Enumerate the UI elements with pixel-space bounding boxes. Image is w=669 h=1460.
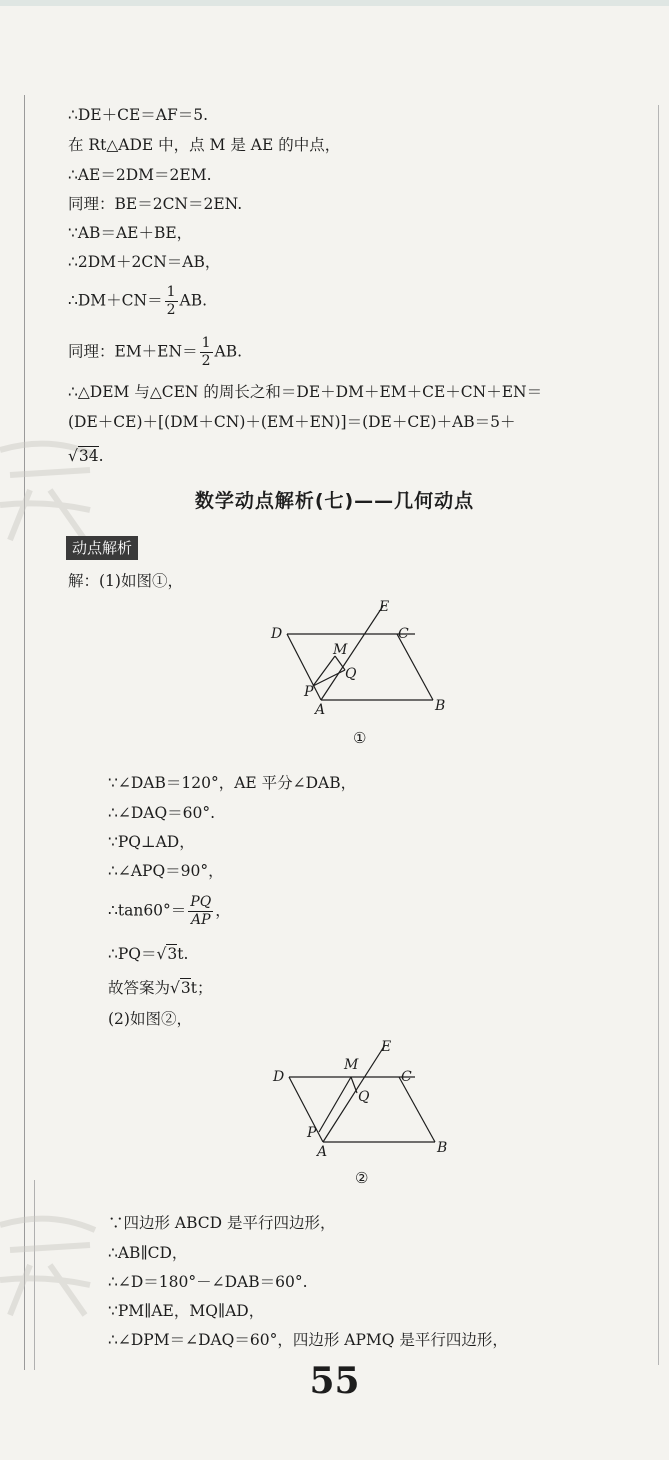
label-Q: Q <box>345 666 357 682</box>
label-E: E <box>379 599 390 615</box>
section-title: 数学动点解析(七)——几何动点 <box>194 490 475 512</box>
fraction <box>200 335 213 370</box>
solution-line: ∴AE＝2DM＝2EM. <box>68 166 212 184</box>
sqrt-sign: √ <box>170 979 180 997</box>
solution-line: 在 Rt△ADE 中，点 M 是 AE 的中点， <box>68 136 341 154</box>
label-P: P <box>304 684 314 700</box>
segment-MQ <box>351 1077 357 1093</box>
label-D: D <box>273 1069 285 1085</box>
equation-suffix: t； <box>190 979 213 997</box>
segment-PQ <box>313 670 345 686</box>
top-edge-strip <box>0 0 669 6</box>
equation-suffix: . <box>98 447 104 465</box>
fraction-denominator: 2 <box>166 302 176 318</box>
equation-suffix: t. <box>177 945 189 963</box>
solution-line: ∴AB∥CD， <box>108 1244 188 1262</box>
label-B: B <box>437 1140 448 1156</box>
segment-CB <box>399 1077 435 1142</box>
equation-prefix: ∴DM＋CN＝ <box>68 291 163 310</box>
solution-line-fraction <box>68 335 242 370</box>
solution-line: ∵四边形 ABCD 是平行四边形， <box>108 1214 336 1232</box>
segment-DA <box>289 1077 323 1142</box>
label-A: A <box>317 1144 328 1160</box>
equation-suffix: AB. <box>179 291 208 310</box>
segment-AE <box>321 606 383 700</box>
label-P: P <box>307 1125 317 1141</box>
label-E: E <box>381 1039 392 1055</box>
sqrt-radicand: 34 <box>78 447 99 465</box>
solution-intro: 解：(1)如图①， <box>68 572 183 590</box>
sqrt-sign: √ <box>68 447 78 465</box>
solution-line-sqrt <box>68 446 104 466</box>
label-B: B <box>435 698 446 714</box>
solution-line: ∴DE＋CE＝AF＝5. <box>68 106 209 124</box>
left-margin-line <box>24 95 25 1370</box>
fraction-numerator: PQ <box>190 894 212 910</box>
solution-line: ∴∠DPM＝∠DAQ＝60°，四边形 APMQ 是平行四边形， <box>108 1331 508 1349</box>
solution-line-fraction <box>68 284 207 319</box>
sqrt-sign: √ <box>156 945 167 963</box>
fraction-numerator: 1 <box>201 335 211 351</box>
segment-PM <box>313 656 335 686</box>
equation-suffix: ， <box>215 901 231 920</box>
solution-line: ∴∠DAQ＝60°. <box>108 804 216 822</box>
page-number: 55 <box>309 1360 360 1402</box>
solution-line: ∴2DM＋2CN＝AB， <box>68 253 221 271</box>
solution-line: 同理：BE＝2CN＝2EN. <box>68 195 243 213</box>
label-A: A <box>315 702 326 716</box>
figure-1-caption: ① <box>353 729 367 747</box>
solution-line: (2)如图②， <box>108 1010 192 1028</box>
fraction <box>165 284 178 319</box>
left-margin-line-secondary <box>34 1180 35 1370</box>
label-M: M <box>333 642 348 658</box>
solution-line: ∴∠APQ＝90°， <box>108 862 224 880</box>
solution-line-fraction <box>108 894 231 929</box>
equation-suffix: AB. <box>214 342 243 361</box>
fraction-denominator: 2 <box>201 353 211 369</box>
solution-line: ∵PQ⊥AD， <box>108 833 195 851</box>
section-tag: 动点解析 <box>66 536 138 560</box>
label-Q: Q <box>358 1089 370 1105</box>
sqrt-radicand: 3 <box>180 979 191 997</box>
geometry-figure-2 <box>265 1035 465 1160</box>
fraction-numerator: 1 <box>166 284 176 300</box>
label-C: C <box>401 1069 412 1085</box>
geometry-figure-1 <box>265 598 465 716</box>
solution-line: ∴△DEM 与△CEN 的周长之和＝DE＋DM＋EM＋CE＋CN＋EN＝ <box>68 383 543 401</box>
solution-line: ∴∠D＝180°－∠DAB＝60°. <box>108 1273 308 1291</box>
label-C: C <box>398 626 409 642</box>
segment-MQ <box>335 656 345 670</box>
solution-line: ∵∠DAB＝120°，AE 平分∠DAB， <box>108 774 357 792</box>
solution-line: ∵PM∥AE，MQ∥AD， <box>108 1302 265 1320</box>
segment-CB <box>397 634 433 700</box>
figure-2-caption: ② <box>355 1169 369 1187</box>
right-margin-line <box>658 105 659 1365</box>
equation-prefix: 故答案为 <box>108 979 171 997</box>
label-M: M <box>344 1057 359 1073</box>
solution-line: ∵AB＝AE＋BE， <box>68 224 193 242</box>
fraction <box>188 894 213 929</box>
fraction-denominator: AP <box>190 912 211 928</box>
label-D: D <box>271 626 283 642</box>
watermark-stamp-bottom <box>0 1205 110 1325</box>
solution-line: (DE＋CE)＋[(DM＋CN)＋(EM＋EN)]＝(DE＋CE)＋AB＝5＋ <box>68 413 516 431</box>
solution-line-sqrt <box>108 978 213 998</box>
sqrt-radicand: 3 <box>167 945 178 963</box>
equation-prefix: 同理：EM＋EN＝ <box>68 342 198 361</box>
equation-prefix: ∴tan60°＝ <box>108 901 187 920</box>
equation-prefix: ∴PQ＝ <box>108 945 157 963</box>
solution-line-sqrt <box>108 944 188 964</box>
